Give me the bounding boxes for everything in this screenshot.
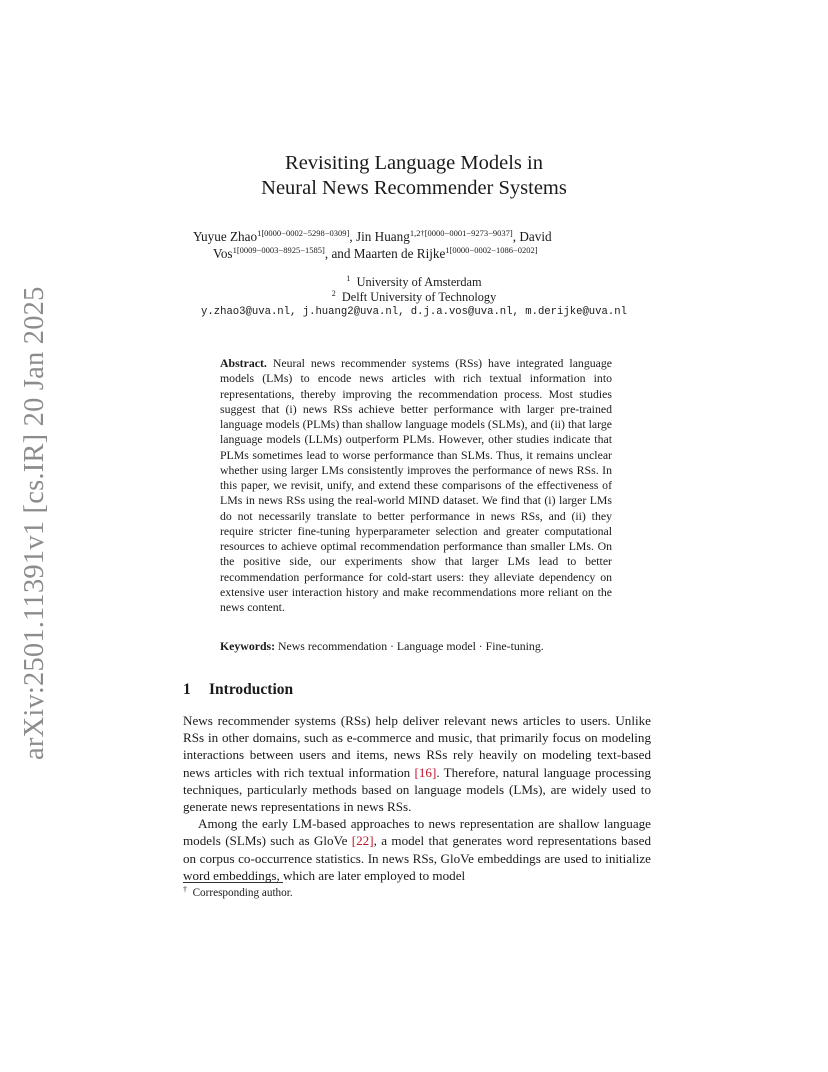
author-list xyxy=(193,228,641,262)
keywords xyxy=(220,638,612,654)
author-name-part: David xyxy=(519,229,552,244)
arxiv-identifier: arXiv:2501.11391v1 [cs.IR] 20 Jan 2025 xyxy=(19,286,50,760)
author-emails: y.zhao3@uva.nl, j.huang2@uva.nl, d.j.a.vos@uva.nl, m.derijke@uva.nl xyxy=(201,306,627,318)
author-name: Maarten de Rijke xyxy=(353,246,446,261)
author-orcid: 1[0009−0003−8925−1585] xyxy=(232,245,325,255)
citation-link[interactable]: [16] xyxy=(414,764,437,780)
citation-link[interactable]: [22] xyxy=(351,833,374,849)
author-orcid: 1,2†[0000−0001−9273−9037] xyxy=(409,228,513,238)
keywords-label: Keywords: xyxy=(220,639,276,653)
paragraph xyxy=(183,712,651,815)
paragraph-text: Among the early LM-based approaches to news representation are shallow language models (SLMs) such as GloVe xyxy=(183,816,651,849)
affiliation-2 xyxy=(120,289,708,305)
section-number: 1 xyxy=(183,681,191,698)
paragraph-text: News recommender systems (RSs) help deliver relevant news articles to users. Unlike RSs in other domains, such as e-commerce and music, that primarily focus on modeling interactions between users and items, news RSs rely heavily on modeling text-based news articles with rich textual information xyxy=(183,713,651,780)
section-title: Introduction xyxy=(209,681,294,698)
section-heading xyxy=(183,680,293,700)
paragraph-text: . Therefore, natural language processing techniques, particularly methods based on language models (LMs), are widely used to generate news representations in news RSs. xyxy=(183,764,651,815)
author-name: Yuyue Zhao xyxy=(193,229,258,244)
author-line-2: Vos$^{1[0009-0003-8925-1585]}$, and Maarten de Rijke$^{1[0000-0002-1086-0202]}$ xyxy=(213,245,538,261)
affiliation-name: Delft University of Technology xyxy=(341,290,497,304)
paragraph xyxy=(183,815,651,884)
title-line-2: Neural News Recommender Systems xyxy=(261,177,567,199)
paper-title xyxy=(120,151,708,201)
affiliation-number: 1 xyxy=(346,274,351,283)
body-text xyxy=(183,712,651,884)
author-orcid: 1[0000−0002−1086−0202] xyxy=(445,245,538,255)
author-line-1: Yuyue Zhao$^{1[0000-0002-5298-0309]}$, Jin Huang$^{1,2\dagger[0000-0001-9273-9037]}$, David xyxy=(193,228,552,244)
footnote-divider xyxy=(183,882,283,883)
paragraph-text: , a model that generates word representations based on corpus co-occurrence statistics. In news RSs, GloVe embeddings are used to initialize word embeddings, which are later employed to model xyxy=(183,833,651,883)
abstract-label: Abstract. xyxy=(220,356,267,370)
affiliation-1 xyxy=(120,274,708,290)
footnote xyxy=(183,886,293,900)
abstract xyxy=(220,356,612,615)
author-name-part: Vos xyxy=(213,246,233,261)
title-line-1: Revisiting Language Models in xyxy=(285,152,543,174)
author-orcid: 1[0000−0002−5298−0309] xyxy=(257,228,350,238)
footnote-text: Corresponding author. xyxy=(192,887,293,899)
affiliation-number: 2 xyxy=(331,289,336,298)
keywords-text: News recommendation · Language model · Fine-tuning. xyxy=(278,639,544,653)
affiliation-name: University of Amsterdam xyxy=(356,275,482,289)
abstract-text: Neural news recommender systems (RSs) have integrated language models (LMs) to encode news articles with rich textual information into representations, thereby improving the recommendation process. Most studies suggest that (i) news RSs achieve better performance with larger pre-trained language models (PLMs) than shallow language models (SLMs), and (ii) that large language models (LLMs) outperform PLMs. However, other studies indicate that PLMs sometimes lead to worse performance than SLMs. Thus, it remains unclear whether using larger LMs consistently improves the performance of news RSs. In this paper, we revisit, unify, and extend these comparisons of the effectiveness of LMs in news RSs using the real-world MIND dataset. We find that (i) larger LMs do not necessarily translate to better performance in news RSs, and (ii) they require stricter fine-tuning hyperparameter selection and greater computational resources to achieve optimal recommendation performance than smaller LMs. On the positive side, our experiments show that larger LMs lead to better recommendation performance for cold-start users: they alleviate dependency on extensive user interaction history and make recommendations more reliant on the news content. xyxy=(220,356,612,614)
footnote-mark: † xyxy=(183,885,187,894)
author-conjunction: and xyxy=(331,246,351,261)
author-name: Jin Huang xyxy=(355,229,410,244)
